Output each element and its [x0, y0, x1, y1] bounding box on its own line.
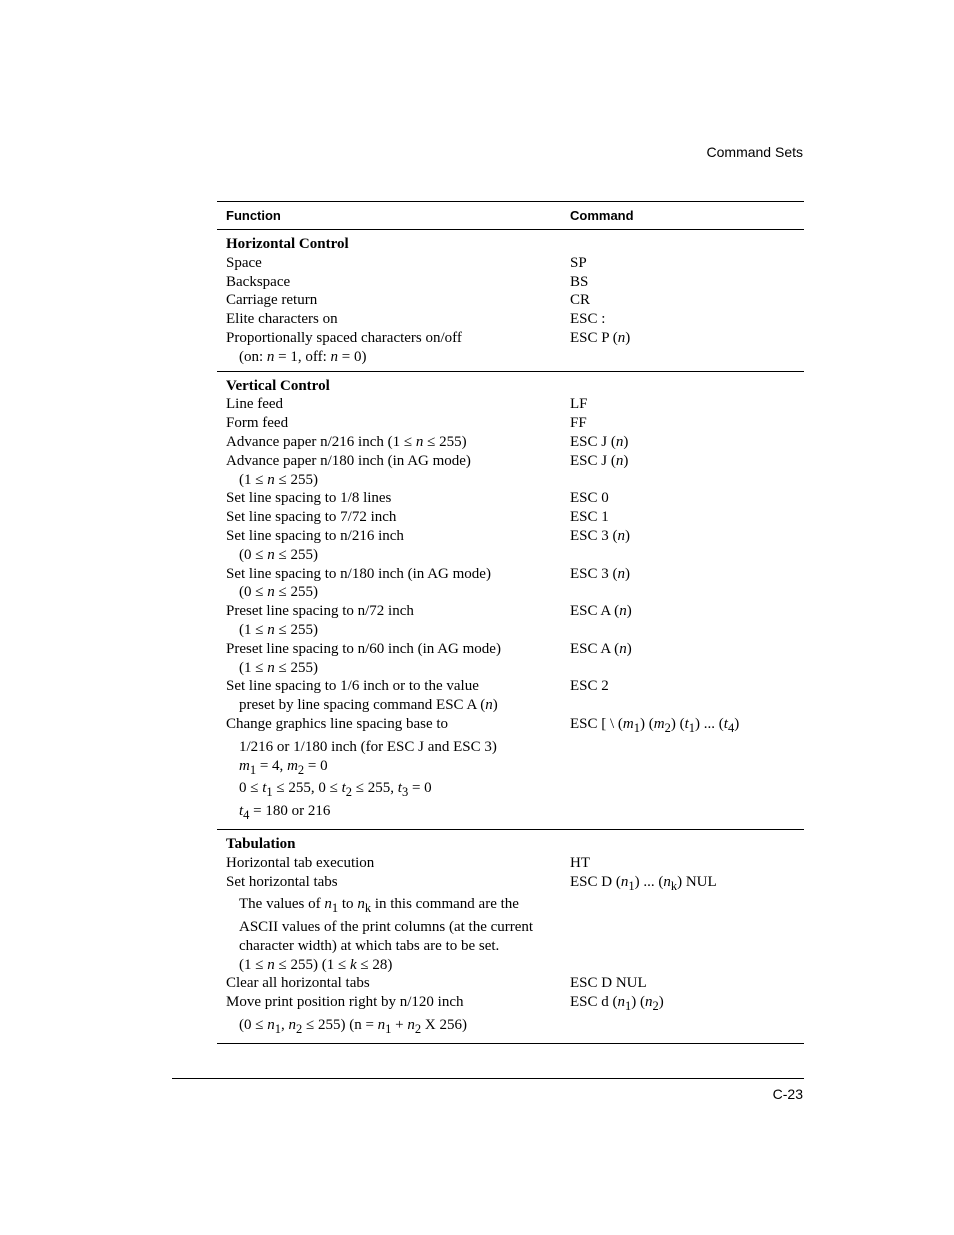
function-cell: (1 ≤ n ≤ 255) — [239, 659, 318, 676]
table-row — [217, 854, 804, 873]
table-section — [217, 830, 804, 1043]
table-body — [217, 230, 804, 1043]
function-cell: ASCII values of the print columns (at the current — [239, 919, 534, 936]
command-cell: ESC D $(n_1)$ ... $(n_k)$ NUL — [570, 873, 717, 893]
function-cell: Preset line spacing to n/60 inch (in AG mode) — [226, 640, 501, 657]
table-row — [217, 254, 804, 273]
function-cell: Form feed — [226, 415, 289, 432]
command-cell — [562, 546, 804, 565]
command-table — [217, 201, 804, 1044]
table-header-row — [217, 202, 804, 230]
command-cell: ESC [ \ $(m_1)$ $(m_2)$ $(t_1)$ ... $(t_4)$ — [570, 715, 740, 735]
command-cell — [562, 659, 804, 678]
function-cell: Elite characters on — [226, 311, 338, 328]
command-cell: ESC 0 — [570, 490, 609, 507]
section-title-row — [217, 235, 804, 254]
table-row — [217, 640, 804, 659]
page-number: C-23 — [772, 1086, 803, 1102]
function-cell: $t_4 = 180$ or 216 — [239, 803, 331, 823]
function-cell: ($0 \le n_1$, $n_2 \le 255$) ($n = n_1 + n_2$ X 256) — [239, 1017, 467, 1037]
column-header-function: Function — [226, 208, 281, 223]
function-cell: Backspace — [226, 273, 291, 290]
table-row — [217, 802, 804, 825]
function-cell: (0 ≤ n ≤ 255) — [239, 584, 318, 601]
function-cell: $m_1 = 4$, $m_2 = 0$ — [239, 757, 328, 777]
function-cell: Set line spacing to n/180 inch (in AG mode) — [226, 565, 491, 582]
command-cell: CR — [570, 292, 591, 309]
function-cell: Preset line spacing to n/72 inch — [226, 603, 414, 620]
table-row — [217, 873, 804, 896]
command-cell — [562, 696, 804, 715]
command-cell: ESC : — [570, 311, 606, 328]
command-cell: ESC 2 — [570, 678, 609, 695]
function-cell: preset by line spacing command ESC A (n) — [239, 697, 498, 714]
command-cell: LF — [570, 396, 588, 413]
command-cell: FF — [570, 415, 587, 432]
table-row — [217, 471, 804, 490]
function-cell: Set horizontal tabs — [226, 873, 338, 890]
command-cell — [562, 779, 804, 802]
table-row — [217, 489, 804, 508]
command-cell: SP — [570, 254, 587, 271]
command-cell — [562, 956, 804, 975]
command-cell: ESC A (n) — [570, 603, 632, 620]
table-row — [217, 956, 804, 975]
command-cell: BS — [570, 273, 589, 290]
table-row — [217, 452, 804, 471]
table-row — [217, 659, 804, 678]
table-row — [217, 696, 804, 715]
function-cell: Move print position right by n/120 inch — [226, 994, 464, 1011]
command-cell — [562, 738, 804, 757]
function-cell: Space — [226, 254, 262, 271]
section-title-row — [217, 835, 804, 854]
function-cell: (on: n = 1, off: n = 0) — [239, 348, 367, 365]
table-section — [217, 230, 804, 372]
table-row — [217, 738, 804, 757]
command-cell: ESC 1 — [570, 509, 609, 526]
function-cell: Line feed — [226, 396, 284, 413]
function-cell: Set line spacing to n/216 inch — [226, 527, 404, 544]
command-cell — [562, 471, 804, 490]
table-row — [217, 937, 804, 956]
table-row — [217, 583, 804, 602]
table-row — [217, 329, 804, 348]
command-cell: ESC 3 (n) — [570, 565, 631, 582]
table-row — [217, 565, 804, 584]
command-cell: ESC A (n) — [570, 640, 632, 657]
table-row — [217, 310, 804, 329]
function-cell: character width) at which tabs are to be set. — [239, 937, 500, 954]
table-row — [217, 895, 804, 918]
table-row — [217, 993, 804, 1016]
function-cell: (1 ≤ n ≤ 255) — [239, 621, 318, 638]
command-cell: ESC d $(n_1)$ $(n_2)$ — [570, 994, 664, 1014]
table-row — [217, 757, 804, 780]
function-cell: Carriage return — [226, 292, 318, 309]
table-row — [217, 1016, 804, 1039]
section-title: Vertical Control — [226, 377, 330, 394]
table-section — [217, 372, 804, 830]
footer-rule — [172, 1078, 804, 1079]
section-title: Tabulation — [226, 835, 296, 852]
function-cell: Proportionally spaced characters on/off — [226, 329, 462, 346]
command-cell: ESC J (n) — [570, 452, 629, 469]
column-header-command: Command — [570, 208, 634, 223]
running-header: Command Sets — [706, 144, 803, 160]
command-cell — [562, 1016, 804, 1039]
section-title: Horizontal Control — [226, 236, 349, 252]
table-row — [217, 348, 804, 367]
function-cell: Advance paper n/216 inch (1 ≤ n ≤ 255) — [226, 433, 467, 450]
command-cell: ESC 3 (n) — [570, 527, 631, 544]
function-cell: The values of $n_1$ to $n_k$ in this command are the — [239, 896, 519, 916]
table-row — [217, 414, 804, 433]
function-cell: $0 \le t_1 \le 255$, $0 \le t_2 \le 255$, $t_3 = 0$ — [239, 780, 432, 800]
command-cell — [562, 802, 804, 825]
table-row — [217, 602, 804, 621]
command-cell: ESC D NUL — [570, 975, 647, 992]
command-cell — [562, 621, 804, 640]
function-cell: Advance paper n/180 inch (in AG mode) — [226, 452, 471, 469]
command-cell — [562, 757, 804, 780]
function-cell: Set line spacing to 7/72 inch — [226, 509, 397, 526]
function-cell: (1 ≤ n ≤ 255) (1 ≤ k ≤ 28) — [239, 956, 393, 973]
table-row — [217, 779, 804, 802]
function-cell: Change graphics line spacing base to — [226, 715, 449, 732]
command-cell: ESC P (n) — [570, 329, 631, 346]
command-cell — [562, 348, 804, 367]
function-cell: 1/216 or 1/180 inch (for ESC J and ESC 3) — [239, 738, 497, 755]
function-cell: (0 ≤ n ≤ 255) — [239, 546, 318, 563]
function-cell: Set line spacing to 1/6 inch or to the value — [226, 678, 479, 695]
function-cell: Horizontal tab execution — [226, 854, 375, 871]
table-row — [217, 546, 804, 565]
function-cell: Clear all horizontal tabs — [226, 975, 370, 992]
table-row — [217, 395, 804, 414]
table-row — [217, 291, 804, 310]
table-row — [217, 918, 804, 937]
table-row — [217, 621, 804, 640]
command-cell — [562, 937, 804, 956]
command-cell: ESC J (n) — [570, 433, 629, 450]
table-row — [217, 677, 804, 696]
table-row — [217, 974, 804, 993]
function-cell: (1 ≤ n ≤ 255) — [239, 471, 318, 488]
command-cell — [562, 895, 804, 918]
command-cell: HT — [570, 854, 590, 871]
table-row — [217, 715, 804, 738]
table-row — [217, 508, 804, 527]
table-row — [217, 273, 804, 292]
command-cell — [562, 918, 804, 937]
function-cell: Set line spacing to 1/8 lines — [226, 490, 392, 507]
table-row — [217, 433, 804, 452]
command-cell — [562, 583, 804, 602]
section-title-row — [217, 377, 804, 396]
table-row — [217, 527, 804, 546]
